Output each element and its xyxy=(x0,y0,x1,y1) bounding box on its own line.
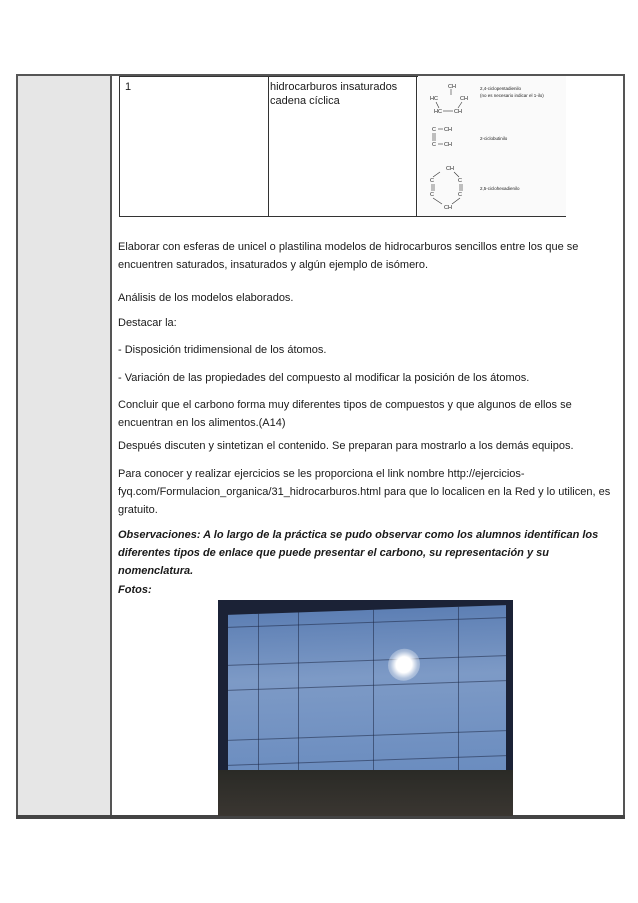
photo-foreground xyxy=(218,770,513,816)
paragraph-disposicion: - Disposición tridimensional de los átomos. xyxy=(118,344,327,356)
paragraph-variacion: - Variación de las propiedades del compuesto al modificar la posición de los átomos. xyxy=(118,372,530,384)
structure-name-1: 2,4-ciclopentadienilo xyxy=(480,86,522,91)
svg-text:C: C xyxy=(458,192,462,198)
paragraph-observaciones: Observaciones: A lo largo de la práctica se pudo observar como los alumnos identifican los diferentes tipos de enlace que puede presentar el carbono, su representación y su nomenclatura. xyxy=(118,529,599,577)
row-description: hidrocarburos insaturados cadena cíclica xyxy=(270,81,398,107)
left-margin-cell xyxy=(16,74,112,818)
structure-name-3: 2,5-ciclohexadienilo xyxy=(480,186,520,191)
svg-text:CH: CH xyxy=(444,205,452,211)
projected-screen xyxy=(228,605,506,783)
paragraph-despues: Después discuten y sintetizan el contenido. Se preparan para mostrarlo a los demás equipos. xyxy=(118,440,574,452)
classroom-photo xyxy=(218,600,513,816)
svg-text:C: C xyxy=(432,142,436,148)
paragraph-concluir: Concluir que el carbono forma muy diferentes tipos de compuestos y que algunos de ellos se encuentran en los alimentos.(A14) xyxy=(118,399,572,429)
svg-text:C: C xyxy=(430,178,434,184)
svg-text:CH: CH xyxy=(454,109,462,115)
svg-text:HC: HC xyxy=(434,109,442,115)
svg-text:C: C xyxy=(458,178,462,184)
paragraph-destacar: Destacar la: xyxy=(118,317,177,329)
table-col-number xyxy=(120,77,269,216)
paragraph-analisis: Análisis de los modelos elaborados. xyxy=(118,292,294,304)
structural-formulas-image xyxy=(418,76,566,216)
projector-glare xyxy=(388,648,420,681)
fotos-label: Fotos: xyxy=(118,584,152,596)
svg-text:CH: CH xyxy=(446,166,454,172)
paragraph-link: Para conocer y realizar ejercicios se les proporciona el link nombre http://ejercicios-fyq.com/Formulacion_organica/31_hidrocarburos.html para que lo localicen en la Red y lo utilicen, es gratuito. xyxy=(118,468,611,516)
row-number: 1 xyxy=(125,81,132,93)
svg-text:HC: HC xyxy=(430,96,438,102)
svg-text:C: C xyxy=(430,192,434,198)
structure-note-1: (no es necesario indicar el 1-ilo) xyxy=(480,93,544,98)
paragraph-elaborar: Elaborar con esferas de unicel o plastilina modelos de hidrocarburos sencillos entre los que se encuentren saturados, insaturados y algún ejemplo de isómero. xyxy=(118,241,579,271)
svg-text:CH: CH xyxy=(444,142,452,148)
structure-name-2: 2-ciclobutinilo xyxy=(480,136,508,141)
svg-text:CH: CH xyxy=(444,127,452,133)
svg-text:C: C xyxy=(432,127,436,133)
svg-text:CH: CH xyxy=(460,96,468,102)
svg-text:CH: CH xyxy=(448,84,456,90)
